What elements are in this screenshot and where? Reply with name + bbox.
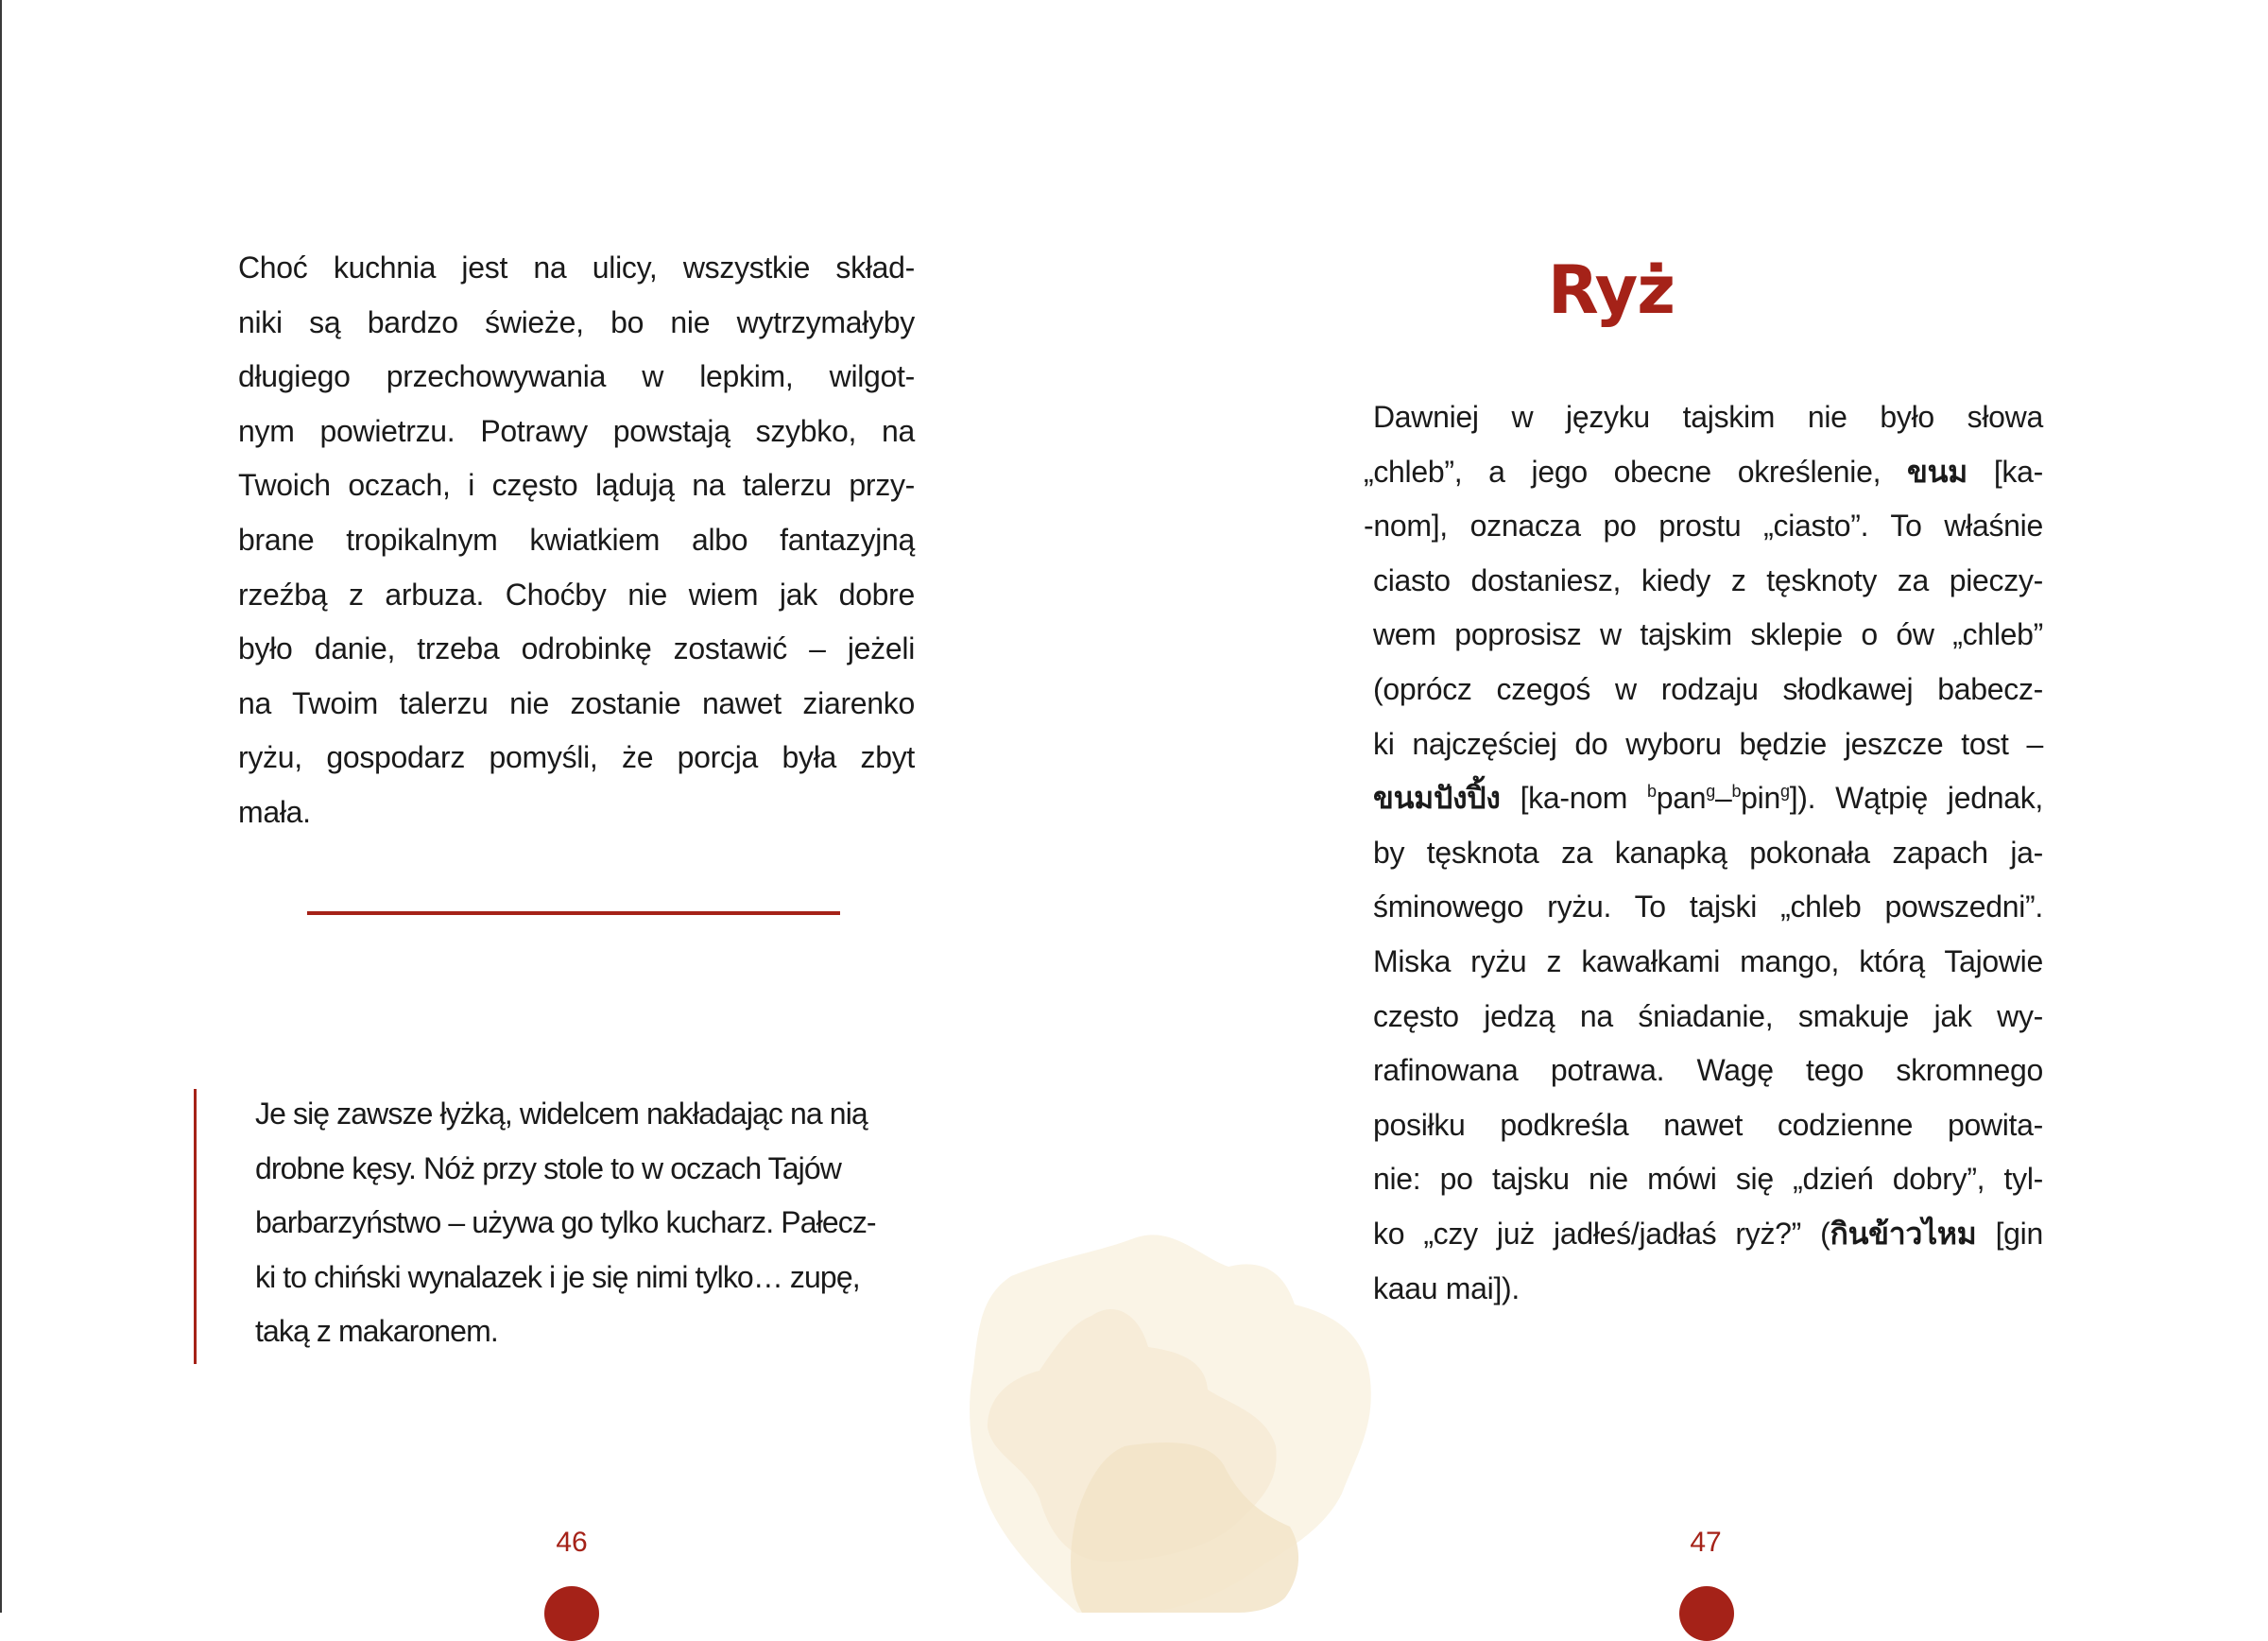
quote-line: Je się zawsze łyżką, widelcem nakładając na nią bbox=[255, 1097, 868, 1131]
body-text: [ka-nom bbox=[1500, 781, 1647, 816]
thai-word: กินข้าวไหม bbox=[1830, 1215, 1977, 1252]
body-line: nie: po tajsku nie mówi się „dzień dobry”, tyl- bbox=[1373, 1162, 2043, 1197]
body-line: śminowego ryżu. To tajski „chleb powszedni”. bbox=[1373, 890, 2043, 924]
body-line: było danie, trzeba odrobinkę zostawić – jeżeli bbox=[238, 631, 915, 666]
body-line: rzeźbą z arbuza. Choćby nie wiem jak dobre bbox=[238, 577, 915, 612]
section-title: Ryż bbox=[1547, 251, 1675, 329]
body-text: [gin bbox=[1976, 1216, 2043, 1251]
body-text: ]). Wątpię jednak, bbox=[1789, 781, 2043, 816]
body-line: długiego przechowywania w lepkim, wilgot- bbox=[238, 359, 915, 394]
quote-line: drobne kęsy. Nóż przy stole to w oczach Tajów bbox=[255, 1150, 841, 1185]
body-line bbox=[1373, 771, 2043, 826]
right-body-text bbox=[1364, 390, 2043, 1316]
page-number: 46 bbox=[556, 1527, 588, 1558]
quote-line: ki to chiński wynalazek i je się nimi tylko… zupę, bbox=[255, 1259, 860, 1294]
body-text: pin bbox=[1741, 781, 1780, 816]
page-marker-dot bbox=[544, 1586, 599, 1641]
body-line: Twoich oczach, i często lądują na talerzu przy- bbox=[238, 468, 915, 503]
body-text: pan bbox=[1656, 781, 1707, 816]
left-body-text bbox=[238, 241, 915, 840]
quote-accent-bar bbox=[194, 1089, 197, 1364]
page-marker-dot bbox=[1679, 1586, 1734, 1641]
body-line: Choć kuchnia jest na ulicy, wszystkie skład- bbox=[238, 250, 915, 285]
section-divider bbox=[307, 911, 840, 915]
body-line: kaau mai]). bbox=[1373, 1270, 1520, 1305]
body-line: by tęsknota za kanapką pokonała zapach ja- bbox=[1373, 835, 2043, 870]
quote-line: taką z makaronem. bbox=[255, 1314, 498, 1349]
right-page bbox=[1134, 0, 2268, 1613]
body-line: brane tropikalnym kwiatkiem albo fantazyjną bbox=[238, 522, 915, 557]
body-line: na Twoim talerzu nie zostanie nawet ziarenko bbox=[238, 685, 915, 720]
body-line: nym powietrzu. Potrawy powstają szybko, na bbox=[238, 413, 915, 448]
body-line: niki są bardzo świeże, bo nie wytrzymałyby bbox=[238, 304, 915, 339]
body-text: „chleb”, a jego obecne określenie, bbox=[1364, 454, 1908, 489]
body-line: ki najczęściej do wyboru będzie jeszcze tost – bbox=[1373, 726, 2043, 761]
body-text: ko „czy już jadłeś/jadłaś ryż?” ( bbox=[1373, 1216, 1830, 1251]
body-text: [ka- bbox=[1967, 454, 2043, 489]
body-line: ryżu, gospodarz pomyśli, że porcja była zbyt bbox=[238, 740, 915, 775]
body-line: posiłku podkreśla nawet codzienne powita- bbox=[1373, 1107, 2043, 1142]
body-line bbox=[1364, 445, 2043, 500]
tone-mark: g bbox=[1779, 782, 1790, 802]
body-line: Dawniej w języku tajskim nie było słowa bbox=[1373, 400, 2043, 434]
quote-line: barbarzyństwo – używa go tylko kucharz. Pałecz- bbox=[255, 1205, 876, 1240]
body-line: rafinowana potrawa. Wagę tego skromnego bbox=[1373, 1053, 2043, 1088]
body-line: (oprócz czegoś w rodzaju słodkawej babecz- bbox=[1373, 671, 2043, 706]
body-line: -nom], oznacza po prostu „ciasto”. To właśnie bbox=[1364, 509, 2043, 544]
left-page bbox=[0, 0, 1134, 1613]
body-line: ciasto dostaniesz, kiedy z tęsknoty za pieczy- bbox=[1373, 562, 2043, 597]
tone-mark: b bbox=[1647, 782, 1657, 802]
page-number: 47 bbox=[1690, 1527, 1722, 1558]
tone-mark: g bbox=[1706, 782, 1715, 802]
body-line: często jedzą na śniadanie, smakuje jak wy- bbox=[1373, 998, 2043, 1033]
body-line: mała. bbox=[238, 794, 311, 829]
body-line bbox=[1373, 1207, 2043, 1262]
body-text: – bbox=[1714, 781, 1732, 816]
body-line: Miska ryżu z kawałkami mango, którą Tajowie bbox=[1373, 943, 2043, 978]
thai-word: ขนมปังปิ้ง bbox=[1373, 780, 1501, 817]
tone-mark: b bbox=[1731, 782, 1742, 802]
body-line: wem poprosisz w tajskim sklepie o ów „chleb” bbox=[1373, 617, 2043, 652]
thai-word: ขนม bbox=[1907, 453, 1967, 490]
pull-quote bbox=[255, 1087, 964, 1359]
